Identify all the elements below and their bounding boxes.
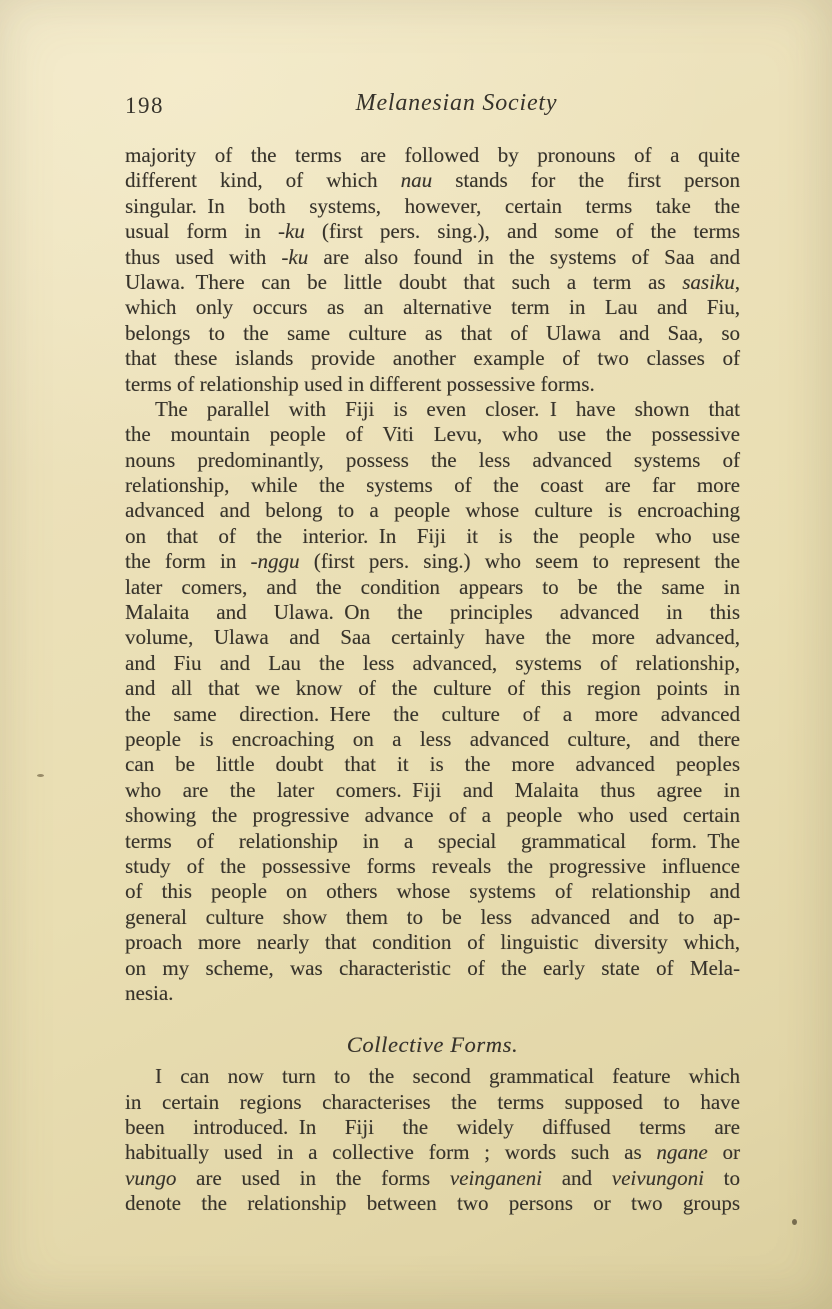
- text-line: terms of relationship used in different possessive forms.: [125, 371, 595, 396]
- ink-speck: [37, 774, 44, 777]
- body-paragraph: [125, 1064, 740, 1216]
- text-line: thus used with -ku are also found in the systems of Saa and: [125, 244, 740, 269]
- text-line: relationship, while the systems of the coast are far more: [125, 473, 740, 498]
- text-line: Malaita and Ulawa. On the principles advanced in this: [125, 600, 740, 625]
- text-line: the form in -nggu (first pers. sing.) who seem to represent the: [125, 549, 740, 574]
- text-line: which only occurs as an alternative term in Lau and Fiu,: [125, 295, 740, 320]
- text-line: majority of the terms are followed by pronouns of a quite: [125, 143, 740, 167]
- text-line: study of the possessive forms reveals the progressive influence: [125, 853, 740, 878]
- text-line: proach more nearly that condition of linguistic diversity which,: [125, 930, 740, 955]
- text-line: the same direction. Here the culture of a more advanced: [125, 701, 740, 726]
- text-line: on that of the interior. In Fiji it is the people who use: [125, 523, 740, 548]
- text-line: in certain regions characterises the terms supposed to have: [125, 1089, 740, 1114]
- text-line: that these islands provide another example of two classes of: [125, 346, 740, 371]
- page-body: [125, 143, 740, 1217]
- running-title: Melanesian Society: [355, 90, 558, 116]
- text-line: and all that we know of the culture of this region points in: [125, 676, 740, 701]
- text-line: denote the relationship between two persons or two groups: [125, 1191, 740, 1216]
- text-line: vungo are used in the forms veinganeni and veivungoni to: [125, 1165, 740, 1190]
- section-heading: Collective Forms.: [346, 1032, 519, 1058]
- text-line: nouns predominantly, possess the less advanced systems of: [125, 447, 740, 472]
- text-line: and Fiu and Lau the less advanced, systems of relationship,: [125, 650, 740, 675]
- text-line: been introduced. In Fiji the widely diffused terms are: [125, 1115, 740, 1140]
- text-line: advanced and belong to a people whose culture is encroaching: [125, 498, 740, 523]
- text-line: I can now turn to the second grammatical feature which: [155, 1064, 740, 1089]
- text-line: the mountain people of Viti Levu, who use the possessive: [125, 422, 740, 447]
- body-paragraph: [125, 143, 740, 397]
- text-line: Ulawa. There can be little doubt that such a term as sasiku,: [125, 269, 740, 294]
- text-line: can be little doubt that it is the more advanced peoples: [125, 752, 740, 777]
- text-line: belongs to the same culture as that of Ulawa and Saa, so: [125, 320, 740, 345]
- page-number: 198: [125, 93, 164, 118]
- text-line: general culture show them to be less advanced and to ap-: [125, 904, 740, 929]
- text-line: terms of relationship in a special grammatical form. The: [125, 828, 740, 853]
- page-header: [125, 90, 740, 124]
- text-line: singular. In both systems, however, certain terms take the: [125, 193, 740, 218]
- text-line: of this people on others whose systems of relationship and: [125, 879, 740, 904]
- text-line: The parallel with Fiji is even closer. I have shown that: [155, 396, 740, 421]
- text-line: showing the progressive advance of a people who used certain: [125, 803, 740, 828]
- body-paragraph: [125, 397, 740, 1006]
- text-line: who are the later comers. Fiji and Malaita thus agree in: [125, 777, 740, 802]
- text-line: different kind, of which nau stands for the first person: [125, 168, 740, 193]
- text-line: on my scheme, was characteristic of the early state of Mela-: [125, 955, 740, 980]
- text-line: later comers, and the condition appears to be the same in: [125, 574, 740, 599]
- text-line: nesia.: [125, 980, 174, 1005]
- text-line: people is encroaching on a less advanced culture, and there: [125, 726, 740, 751]
- text-line: habitually used in a collective form ; words such as ngane or: [125, 1140, 740, 1165]
- text-line: volume, Ulawa and Saa certainly have the more advanced,: [125, 625, 740, 650]
- ink-speck: [792, 1219, 797, 1225]
- text-line: usual form in -ku (first pers. sing.), and some of the terms: [125, 219, 741, 244]
